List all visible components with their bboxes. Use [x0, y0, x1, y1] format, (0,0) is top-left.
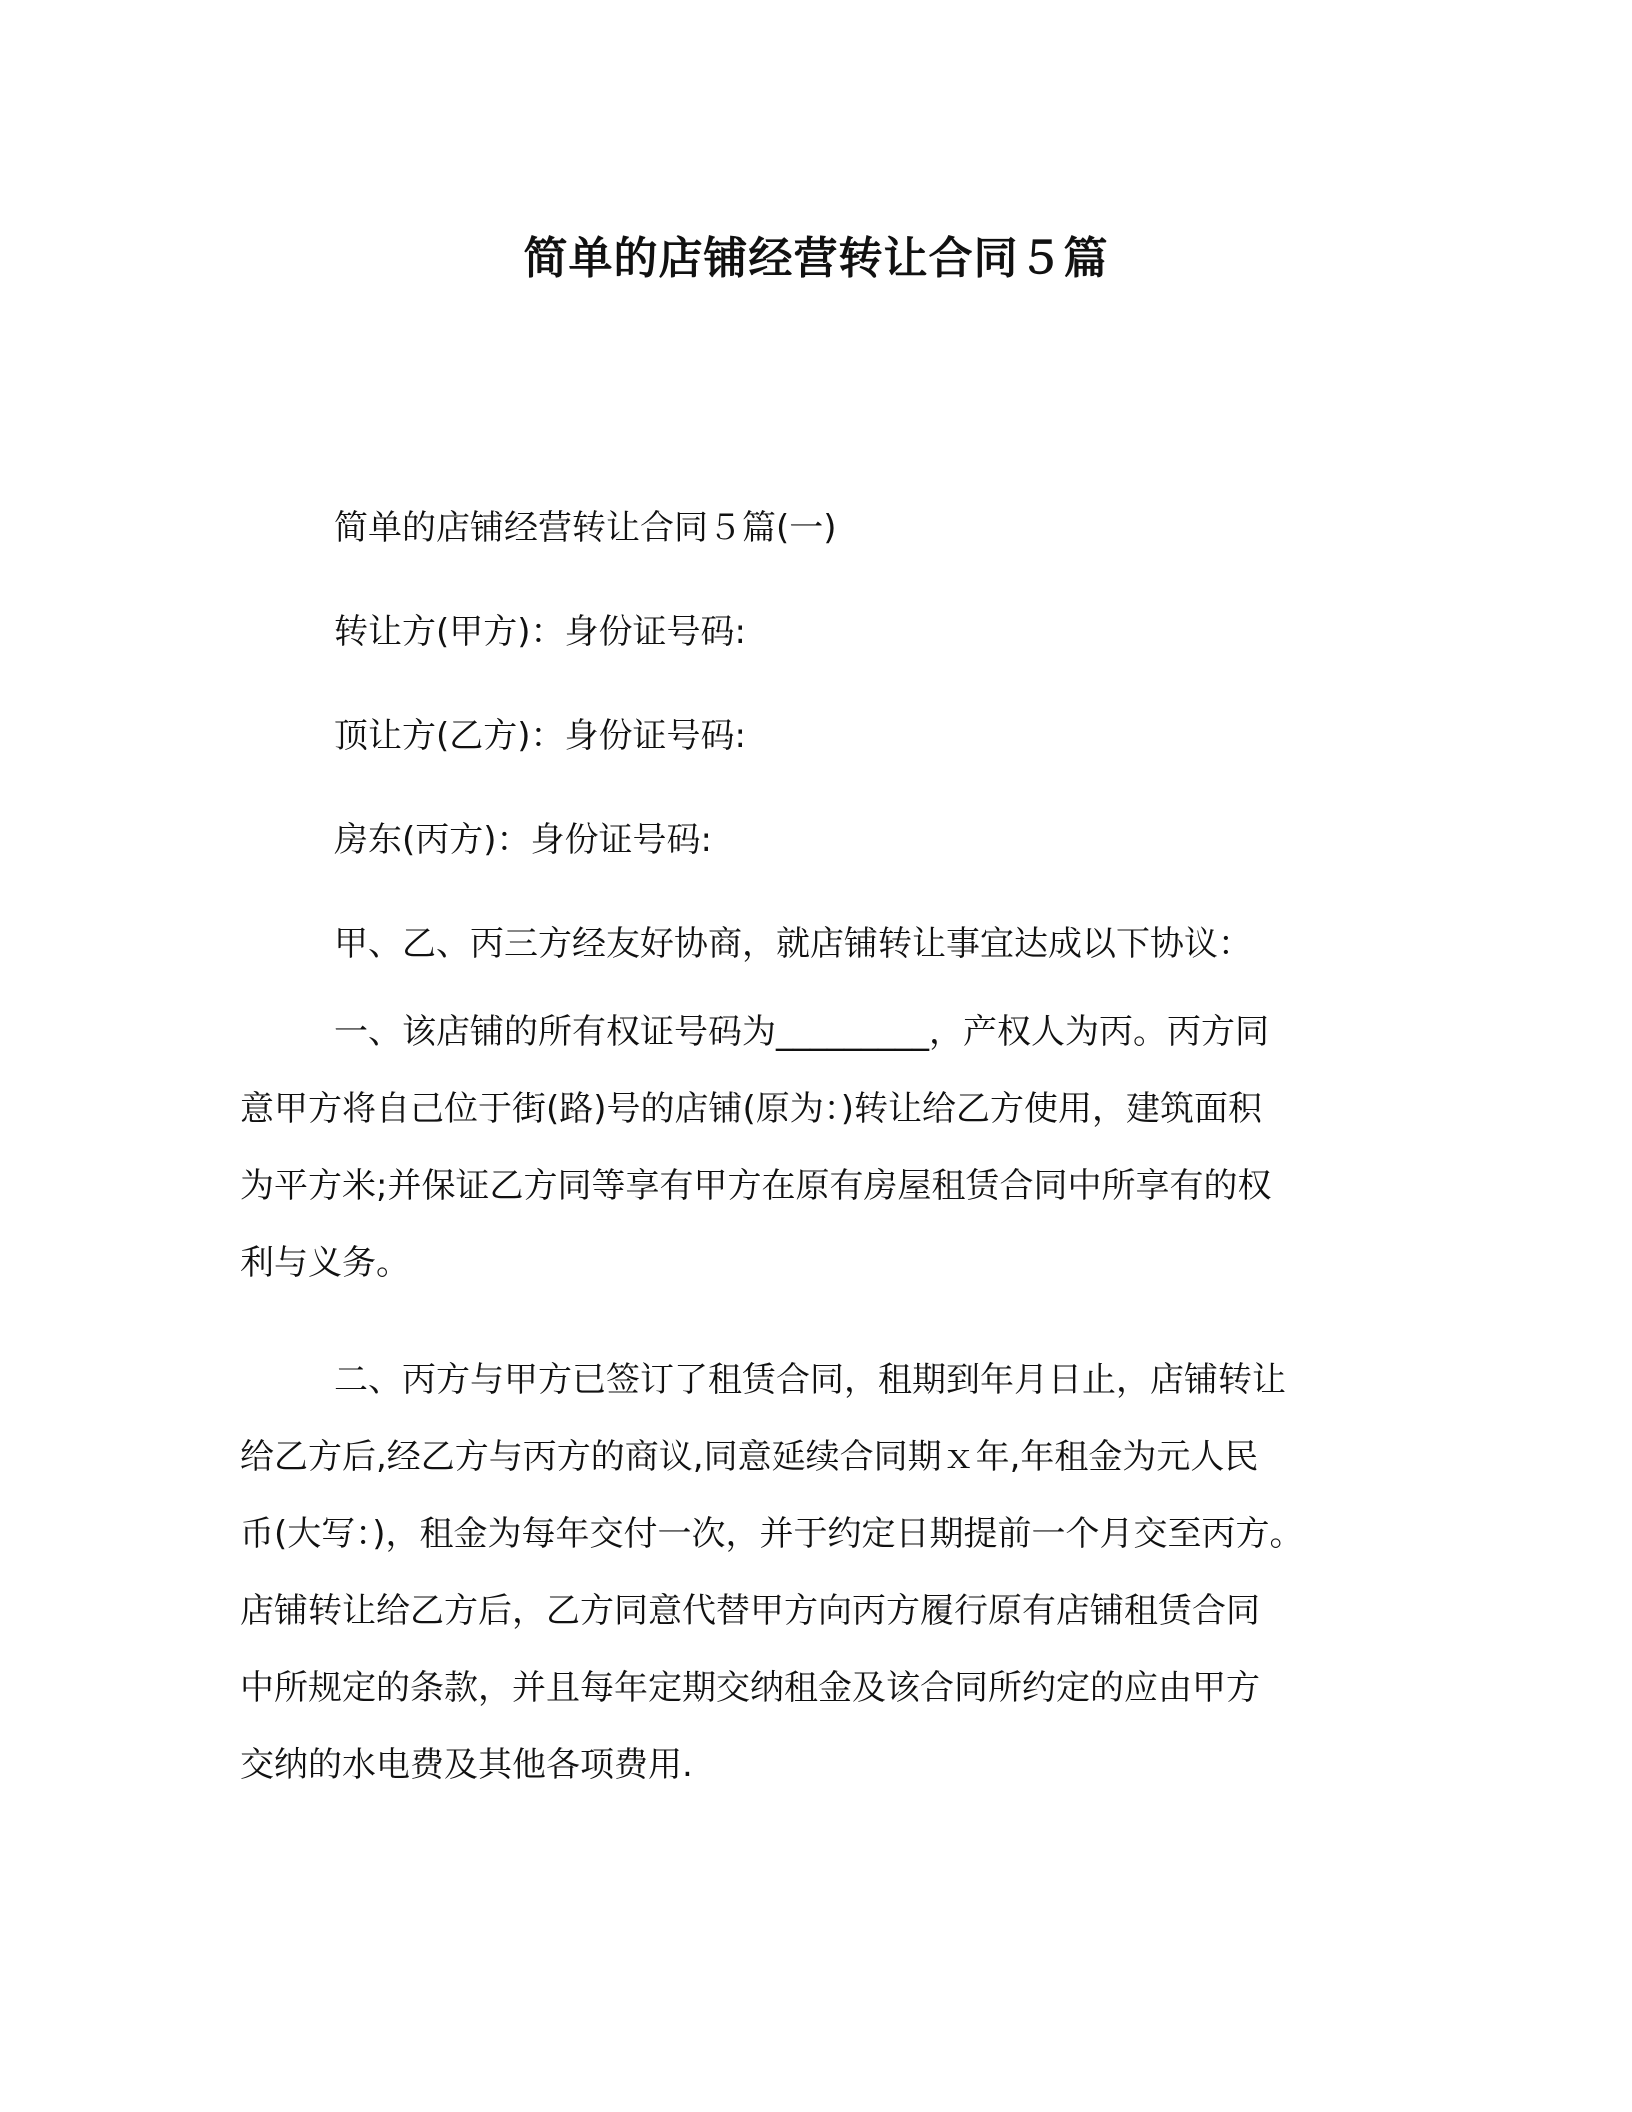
clause-1-line: 一、该店铺的所有权证号码为_________，产权人为丙。丙方同: [334, 1012, 1269, 1052]
clause-2-paragraph: [240, 1342, 1400, 1804]
party-transferor: 转让方(甲方)：身份证号码:: [334, 612, 746, 652]
document-title: 简单的店铺经营转让合同５篇: [523, 233, 1109, 284]
intro-paragraph: 甲、乙、丙三方经友好协商，就店铺转让事宜达成以下协议：: [334, 924, 1252, 964]
clause-1-line: 为平方米;并保证乙方同等享有甲方在原有房屋租赁合同中所享有的权: [240, 1166, 1272, 1206]
party-transferee: 顶让方(乙方)：身份证号码:: [334, 716, 746, 756]
clause-2-line: 中所规定的条款，并且每年定期交纳租金及该合同所约定的应由甲方: [240, 1668, 1260, 1708]
clause-2-line: 二、丙方与甲方已签订了租赁合同，租期到年月日止，店铺转让: [334, 1360, 1286, 1400]
clause-2-line: 币(大写：)，租金为每年交付一次，并于约定日期提前一个月交至丙方。: [240, 1514, 1304, 1554]
clause-2-line: 交纳的水电费及其他各项费用.: [240, 1745, 693, 1785]
clause-1-line: 利与义务。: [240, 1243, 410, 1283]
party-landlord: 房东(丙方)：身份证号码:: [334, 820, 712, 860]
clause-1-line: 意甲方将自己位于街(路)号的店铺(原为：)转让给乙方使用，建筑面积: [240, 1089, 1263, 1129]
clause-1-paragraph: [240, 994, 1400, 1302]
clause-2-line: 给乙方后,经乙方与丙方的商议,同意延续合同期ｘ年,年租金为元人民: [240, 1437, 1259, 1477]
document-body: [240, 490, 1400, 1844]
document-subtitle: 简单的店铺经营转让合同５篇(一): [334, 508, 837, 548]
clause-2-line: 店铺转让给乙方后，乙方同意代替甲方向丙方履行原有店铺租赁合同: [240, 1591, 1260, 1631]
